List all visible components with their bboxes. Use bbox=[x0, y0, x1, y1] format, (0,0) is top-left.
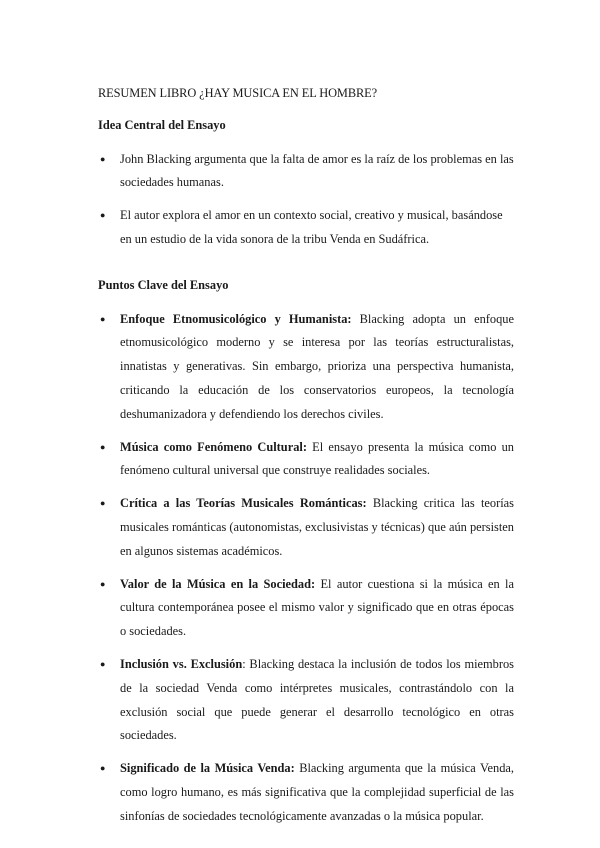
list-item-text bbox=[120, 653, 514, 748]
list-item-text bbox=[120, 757, 514, 828]
list-item bbox=[98, 204, 514, 252]
list-item bbox=[98, 573, 514, 644]
list-item-text bbox=[120, 436, 514, 484]
idea-central-list bbox=[98, 148, 514, 252]
bullet-icon: ● bbox=[100, 658, 106, 669]
bullet-icon: ● bbox=[100, 578, 106, 589]
list-item bbox=[98, 148, 514, 196]
section-heading-puntos-clave: Puntos Clave del Ensayo bbox=[98, 277, 229, 292]
list-item-lead: Música como Fenómeno Cultural: bbox=[120, 439, 307, 454]
list-item-lead: Enfoque Etnomusicológico y Humanista: bbox=[120, 311, 352, 326]
list-item-body: Blacking argumenta que la música Venda, como logro humano, es más significativa que la complejidad superficial de las sinfonías de sociedades tecnológicamente avanzadas o la música popular. bbox=[120, 761, 515, 823]
bullet-icon: ● bbox=[100, 153, 106, 164]
list-item-text: El autor explora el amor en un contexto social, creativo y musical, basándose en un estudio de la vida sonora de la tribu Venda en Sudáfrica. bbox=[120, 208, 503, 246]
list-item bbox=[98, 308, 514, 427]
bullet-icon: ● bbox=[100, 763, 106, 774]
list-item-text bbox=[120, 308, 514, 427]
list-item-lead: Significado de la Música Venda: bbox=[120, 761, 295, 776]
list-item bbox=[98, 492, 514, 563]
list-item-body: : Blacking destaca la inclusión de todos los miembros de la sociedad Venda como intérpretes musicales, contrastándolo con la exclusión social que puede generar el desarrollo tecnológico en otras sociedades. bbox=[120, 656, 514, 743]
bullet-icon: ● bbox=[100, 441, 106, 452]
bullet-icon: ● bbox=[100, 313, 106, 324]
list-item-body: El autor cuestiona si la música en la cultura contemporánea posee el mismo valor y significado que en otras épocas o sociedades. bbox=[120, 576, 514, 639]
document-title: RESUMEN LIBRO ¿HAY MUSICA EN EL HOMBRE? bbox=[98, 86, 378, 100]
list-item-lead: Inclusión vs. Exclusión bbox=[120, 656, 243, 671]
bullet-icon: ● bbox=[100, 498, 106, 509]
puntos-clave-list bbox=[98, 308, 514, 829]
list-item-text: John Blacking argumenta que la falta de amor es la raíz de los problemas en las sociedades humanas. bbox=[120, 151, 514, 190]
list-item-body: El ensayo presenta la música como un fenómeno cultural universal que construye realidades sociales. bbox=[120, 439, 514, 478]
list-item-body: Blacking adopta un enfoque etnomusicológico moderno y se interesa por las teorías estructuralistas, innatistas y generativas. Sin embargo, prioriza una perspectiva humanista, criticando la educación de los conservatorios europeos, la tecnología deshumanizadora y defendiendo los derechos civiles. bbox=[120, 311, 514, 421]
list-item-text bbox=[120, 573, 514, 644]
list-item bbox=[98, 436, 514, 484]
list-item-body: Blacking critica las teorías musicales románticas (autonomistas, exclusivistas y técnicas) que aún persisten en algunos sistemas académicos. bbox=[120, 496, 514, 558]
section-heading-idea-central: Idea Central del Ensayo bbox=[98, 117, 226, 132]
list-item-lead: Valor de la Música en la Sociedad: bbox=[120, 576, 316, 591]
list-item bbox=[98, 757, 514, 828]
list-item-text bbox=[120, 492, 514, 563]
bullet-icon: ● bbox=[100, 210, 106, 221]
list-item bbox=[98, 653, 514, 748]
list-item-lead: Crítica a las Teorías Musicales Románticas: bbox=[120, 496, 367, 511]
